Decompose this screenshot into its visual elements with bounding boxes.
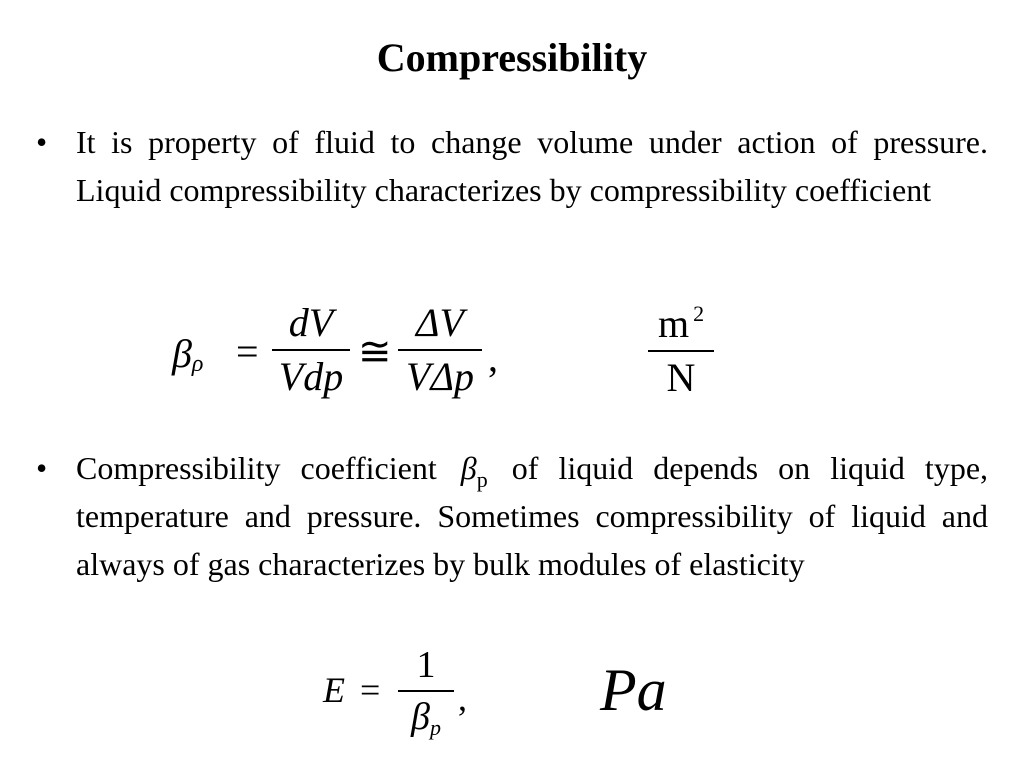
bullet-item-2 [36,444,988,588]
equals-sign: = [236,329,259,374]
fraction-bar [398,349,482,351]
unit-denominator: N [666,355,696,400]
unit-exponent: 2 [693,301,705,326]
bullet-text-1: It is property of fluid to change volume under action of pressure. Liquid compressibility characterizes by compressibility coefficient [76,124,988,208]
unit-numerator: m $^2$ [657,301,705,346]
slide-title: Compressibility [376,35,648,80]
fraction-numerator: ΔV [416,300,464,345]
equals-sign: = [360,670,381,710]
fraction-denominator: $\beta_p$ [411,696,441,740]
bullet-text-2: Compressibility coefficient $\beta_p$ of liquid depends on liquid type, temperature and pressure. Sometimes compressibility of liquid and always of gas characterizes by bulk modules of elasticity [76,450,989,582]
fraction-bar [272,349,350,351]
fraction-denominator: Vdp [278,354,344,399]
beta-p-symbol: $\beta_p$ [460,450,488,492]
bullet-dot: • [36,450,48,486]
fraction-denominator: VΔp [406,354,474,399]
rho-subscript: ρ [191,351,204,377]
unit-pa: Pa [600,657,667,723]
fraction-bar [648,350,714,352]
fraction-numerator: 1 [416,644,436,686]
e-symbol: E [323,670,345,710]
bullet-item-1 [36,118,988,214]
bullet-dot: • [36,124,48,160]
fraction-bar [398,690,454,692]
fraction-dv-vdp [272,300,350,399]
comma: , [458,678,467,718]
approx-equal-sign: ≅ [358,329,392,374]
fraction-delta-v [398,300,482,399]
unit-m2-per-n [648,303,714,398]
fraction-numerator: dV [288,300,334,345]
fraction-one-over-beta [398,646,454,739]
comma: , [488,335,498,380]
beta-rho-symbol: $\beta_\rho$ [172,331,204,377]
